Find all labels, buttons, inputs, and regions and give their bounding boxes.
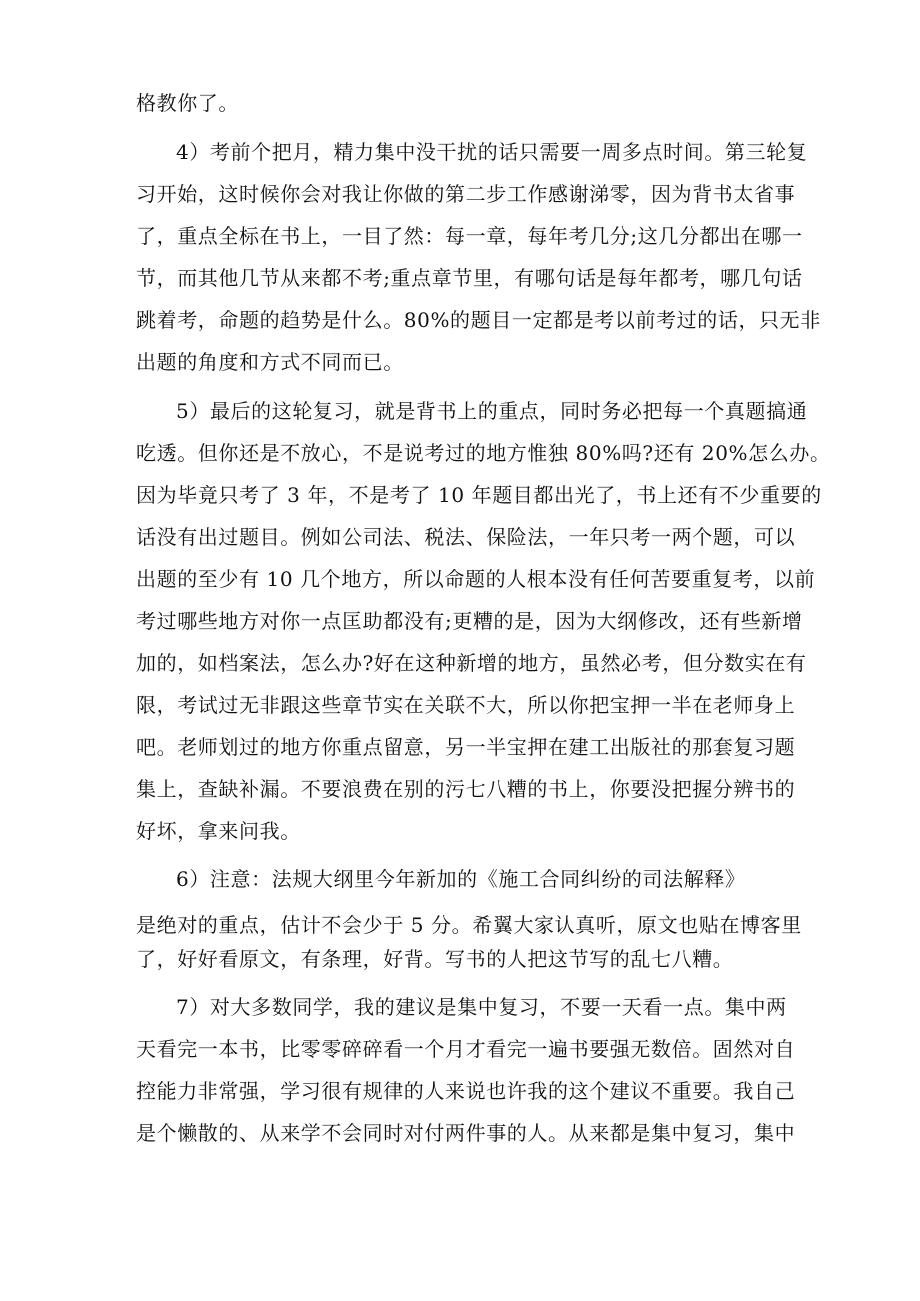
paragraph-5-line: 吃透。但你还是不放心，不是说考过的地方惟独 80%吗?还有 20%怎么办。 (136, 441, 831, 465)
paragraph-5-line: 好坏，拿来问我。 (136, 819, 301, 843)
paragraph-5-line: 5）最后的这轮复习，就是背书上的重点，同时务必把每一个真题搞通 (176, 399, 808, 423)
paragraph-5-line: 因为毕竟只考了 3 年，不是考了 10 年题目都出光了，书上还有不少重要的 (136, 483, 822, 507)
paragraph-7-line: 7）对大多数同学，我的建议是集中复习，不要一天看一点。集中两 (176, 995, 787, 1019)
paragraph-5-line: 吧。老师划过的地方你重点留意，另一半宝押在建工出版社的那套复习题 (136, 735, 796, 759)
paragraph-7-line: 天看完一本书，比零零碎碎看一个月才看完一遍书要强无数倍。固然对自 (136, 1037, 796, 1061)
paragraph-4-line: 了，重点全标在书上，一目了然：每一章，每年考几分;这几分都出在哪一 (136, 224, 803, 248)
paragraph-5-line: 加的，如档案法，怎么办?好在这种新增的地方，虽然必考，但分数实在有 (136, 651, 807, 675)
paragraph-6-line: 了，好好看原文，有条理，好背。写书的人把这节写的乱七八糟。 (136, 947, 734, 971)
paragraph-5-line: 考过哪些地方对你一点匡助都没有;更糟的是，因为大纲修改，还有些新增 (136, 609, 803, 633)
paragraph-6-line: 是绝对的重点，估计不会少于 5 分。希翼大家认真听，原文也贴在博客里 (136, 913, 802, 937)
paragraph-5-line: 出题的至少有 10 几个地方，所以命题的人根本没有任何苦要重复考，以前 (136, 567, 816, 591)
paragraph-4-line: 节，而其他几节从来都不考;重点章节里，有哪句话是每年都考，哪几句话 (136, 266, 803, 290)
paragraph-4-line: 4）考前个把月，精力集中没干扰的话只需要一周多点时间。第三轮复 (176, 140, 808, 164)
paragraph-4-line: 习开始，这时候你会对我让你做的第二步工作感谢涕零，因为背书太省事 (136, 182, 796, 206)
paragraph-5-line: 集上，查缺补漏。不要浪费在别的污七八糟的书上，你要没把握分辨书的 (136, 777, 796, 801)
text-line: 格教你了。 (136, 91, 239, 115)
paragraph-5-line: 话没有出过题目。例如公司法、税法、保险法，一年只考一两个题，可以 (136, 525, 796, 549)
paragraph-6-line: 6）注意：法规大纲里今年新加的《施工合同纠纷的司法解释》 (176, 867, 746, 891)
paragraph-7-line: 控能力非常强，学习很有规律的人来说也许我的这个建议不重要。我自己 (136, 1079, 796, 1103)
paragraph-5-line: 限，考试过无非跟这些章节实在关联不大，所以你把宝押一半在老师身上 (136, 693, 796, 717)
paragraph-4-line: 出题的角度和方式不同而已。 (136, 350, 404, 374)
paragraph-4-line: 跳着考，命题的趋势是什么。80%的题目一定都是考以前考过的话，只无非 (136, 308, 821, 332)
paragraph-7-line: 是个懒散的、从来学不会同时对付两件事的人。从来都是集中复习，集中 (136, 1121, 796, 1145)
